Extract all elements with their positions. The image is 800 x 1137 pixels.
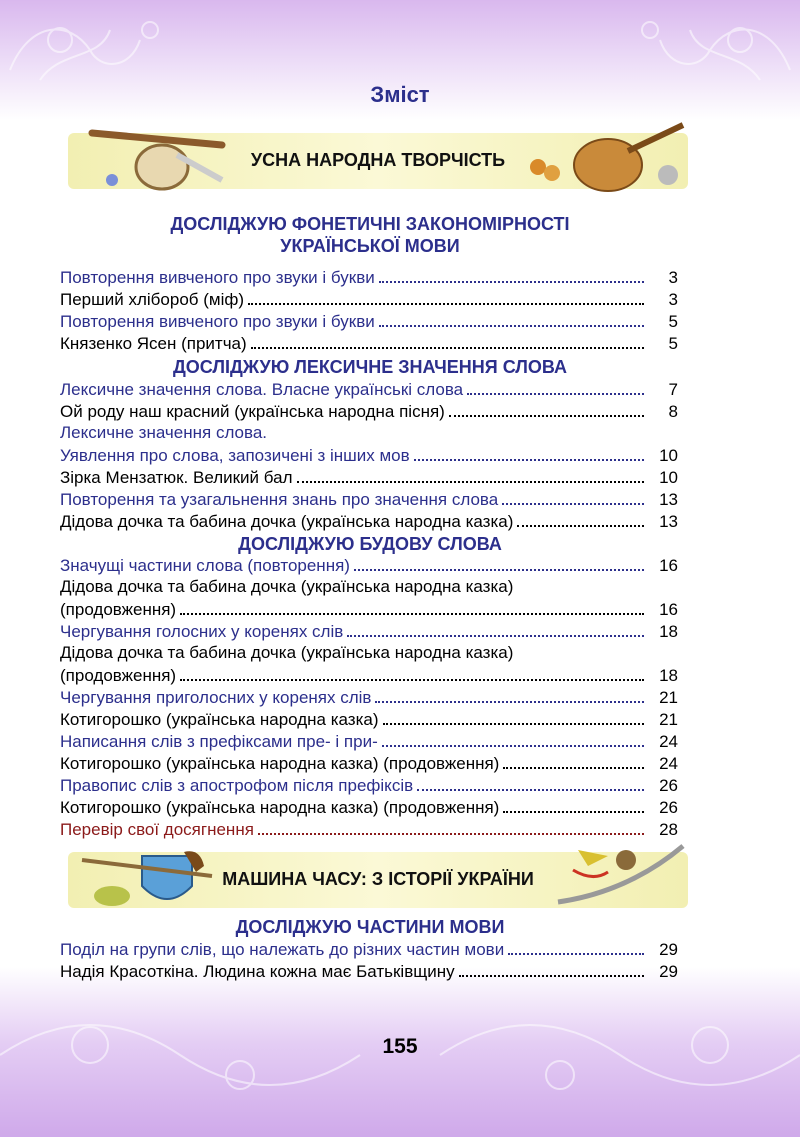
toc-entry[interactable]: Правопис слів з апострофом після префіксів 26 [60, 776, 678, 795]
toc-entry[interactable]: Дідова дочка та бабина дочка (українська народна казка) 13 [60, 512, 678, 531]
toc-entry[interactable]: Зірка Мензатюк. Великий бал 10 [60, 468, 678, 487]
toc-entry-wrapped[interactable]: Дідова дочка та бабина дочка (українська народна казка) [60, 577, 514, 596]
toc-entry[interactable]: Котигорошко (українська народна казка) (продовження) 24 [60, 754, 678, 773]
toc-entry[interactable]: Написання слів з префіксами пре- і при- 24 [60, 732, 678, 751]
toc-entry[interactable]: Значущі частини слова (повторення) 16 [60, 556, 678, 575]
toc-entry[interactable]: Котигорошко (українська народна казка) 21 [60, 710, 678, 729]
history-banner [68, 852, 688, 908]
heading-parts-of-speech: ДОСЛІДЖУЮ ЧАСТИНИ МОВИ [235, 917, 505, 937]
toc-entry[interactable]: Поділ на групи слів, що належать до різних частин мови 29 [60, 940, 678, 959]
history-banner-title: МАШИНА ЧАСУ: З ІСТОРІЇ УКРАЇНИ [222, 869, 534, 889]
toc-entry[interactable]: Уявлення про слова, запозичені з інших мов 10 [60, 446, 678, 465]
page-number: 155 [382, 1035, 418, 1058]
heading-phonetic-line1: ДОСЛІДЖУЮ ФОНЕТИЧНІ ЗАКОНОМІРНОСТІ [170, 214, 570, 234]
toc-entry[interactable]: Повторення та узагальнення знань про значення слова 13 [60, 490, 678, 509]
toc-entry[interactable]: Повторення вивченого про звуки і букви 3 [60, 268, 678, 287]
toc-entry[interactable]: Надія Красоткіна. Людина кожна має Батьківщину 29 [60, 962, 678, 981]
ornament-bottom-lace-icon [0, 995, 800, 1137]
toc-entry[interactable]: Чергування голосних у коренях слів 18 [60, 622, 678, 641]
ornament-top-right-icon [600, 0, 800, 90]
toc-entry[interactable]: Чергування приголосних у коренях слів 21 [60, 688, 678, 707]
toc-entry-wrapped[interactable]: Лексичне значення слова. [60, 423, 268, 442]
heading-structure: ДОСЛІДЖУЮ БУДОВУ СЛОВА [238, 534, 502, 554]
toc-entry[interactable]: Повторення вивченого про звуки і букви 5 [60, 312, 678, 331]
ornament-top-left-icon [0, 0, 200, 90]
folk-banner [68, 133, 688, 189]
toc-entry[interactable]: Перший хлібороб (міф) 3 [60, 290, 678, 309]
toc-entry[interactable]: Князенко Ясен (притча) 5 [60, 334, 678, 353]
heading-lexical: ДОСЛІДЖУЮ ЛЕКСИЧНЕ ЗНАЧЕННЯ СЛОВА [172, 357, 568, 377]
toc-entry[interactable]: (продовження) 16 [60, 600, 678, 619]
toc-entry[interactable]: (продовження) 18 [60, 666, 678, 685]
toc-entry[interactable]: Ой роду наш красний (українська народна пісня) 8 [60, 402, 678, 421]
toc-entry-wrapped[interactable]: Дідова дочка та бабина дочка (українська народна казка) [60, 643, 514, 662]
toc-entry-self-check[interactable]: Перевір свої досягнення 28 [60, 820, 678, 839]
toc-entry[interactable]: Котигорошко (українська народна казка) (продовження) 26 [60, 798, 678, 817]
toc-entry[interactable]: Лексичне значення слова. Власне українські слова 7 [60, 380, 678, 399]
heading-phonetic-line2: УКРАЇНСЬКОЇ МОВИ [280, 236, 460, 256]
page-title: Зміст [370, 82, 430, 107]
folk-banner-title: УСНА НАРОДНА ТВОРЧІСТЬ [250, 150, 506, 170]
